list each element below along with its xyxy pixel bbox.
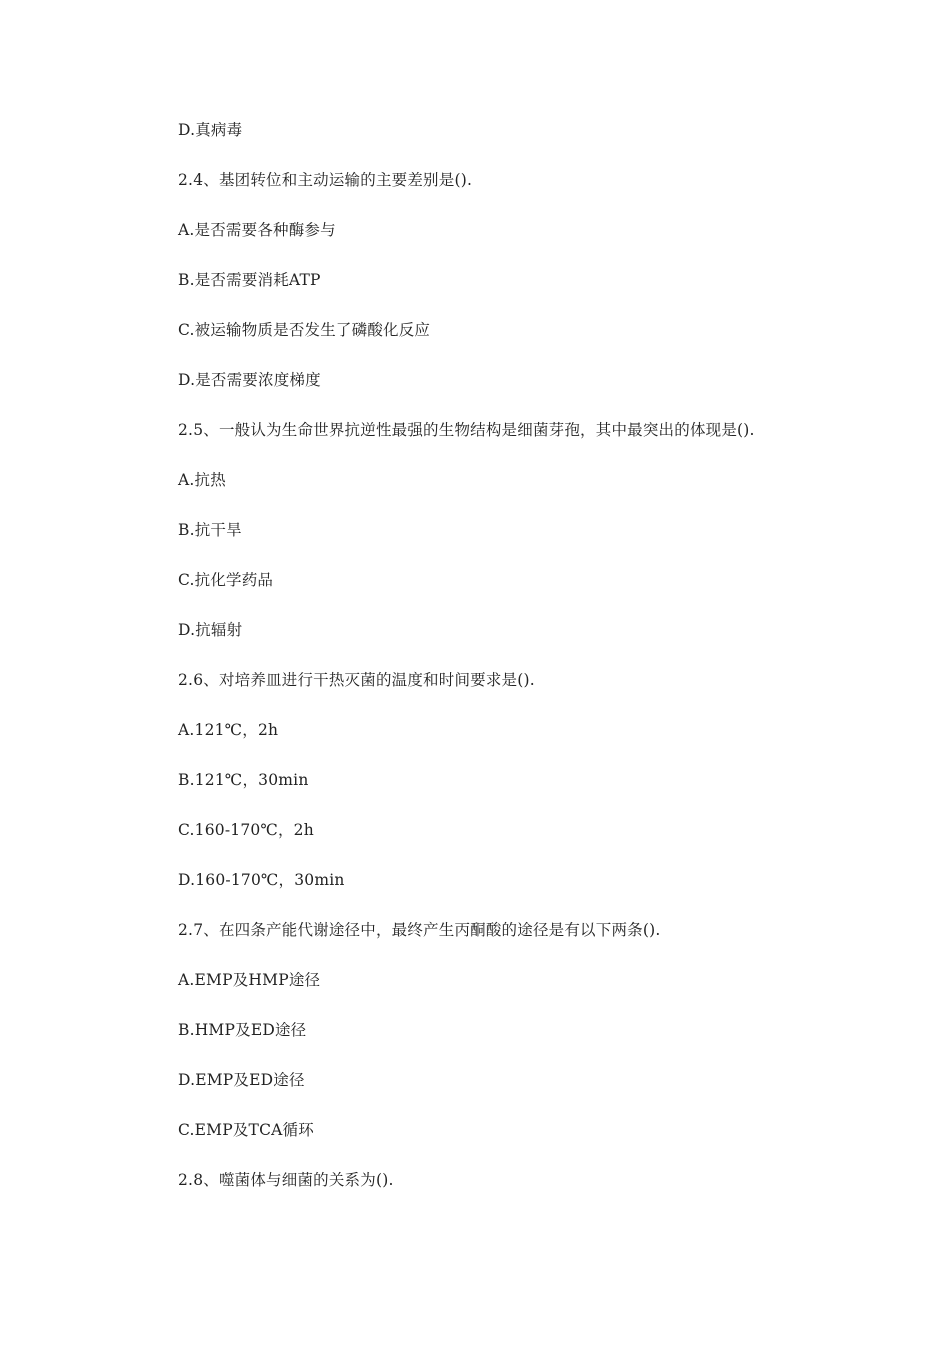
option-2-7-d: D.EMP及ED途径 xyxy=(178,1071,305,1089)
option-2-7-a: A.EMP及HMP途径 xyxy=(178,971,321,989)
option-2-7-c: C.EMP及TCA循环 xyxy=(178,1121,314,1139)
option-2-5-c: C.抗化学药品 xyxy=(178,571,274,589)
option-2-6-d: D.160-170℃，30min xyxy=(178,871,345,889)
option-2-4-c: C.被运输物质是否发生了磷酸化反应 xyxy=(178,321,431,339)
option-2-3-d: D.真病毒 xyxy=(178,121,243,139)
option-2-4-b: B.是否需要消耗ATP xyxy=(178,271,321,289)
question-2-8: 2.8、噬菌体与细菌的关系为(). xyxy=(178,1171,394,1189)
option-2-6-b: B.121℃，30min xyxy=(178,771,309,789)
question-2-7: 2.7、在四条产能代谢途径中，最终产生丙酮酸的途径是有以下两条(). xyxy=(178,921,661,939)
option-2-5-a: A.抗热 xyxy=(178,471,226,489)
option-2-4-d: D.是否需要浓度梯度 xyxy=(178,371,321,389)
option-2-5-b: B.抗干旱 xyxy=(178,521,242,539)
option-2-4-a: A.是否需要各种酶参与 xyxy=(178,221,336,239)
question-2-6: 2.6、对培养皿进行干热灭菌的温度和时间要求是(). xyxy=(178,671,535,689)
option-2-6-c: C.160-170℃，2h xyxy=(178,821,314,839)
option-2-6-a: A.121℃，2h xyxy=(178,721,279,739)
option-2-7-b: B.HMP及ED途径 xyxy=(178,1021,307,1039)
question-2-5: 2.5、一般认为生命世界抗逆性最强的生物结构是细菌芽孢，其中最突出的体现是(). xyxy=(178,421,755,439)
option-2-5-d: D.抗辐射 xyxy=(178,621,243,639)
question-2-4: 2.4、基团转位和主动运输的主要差别是(). xyxy=(178,171,473,189)
